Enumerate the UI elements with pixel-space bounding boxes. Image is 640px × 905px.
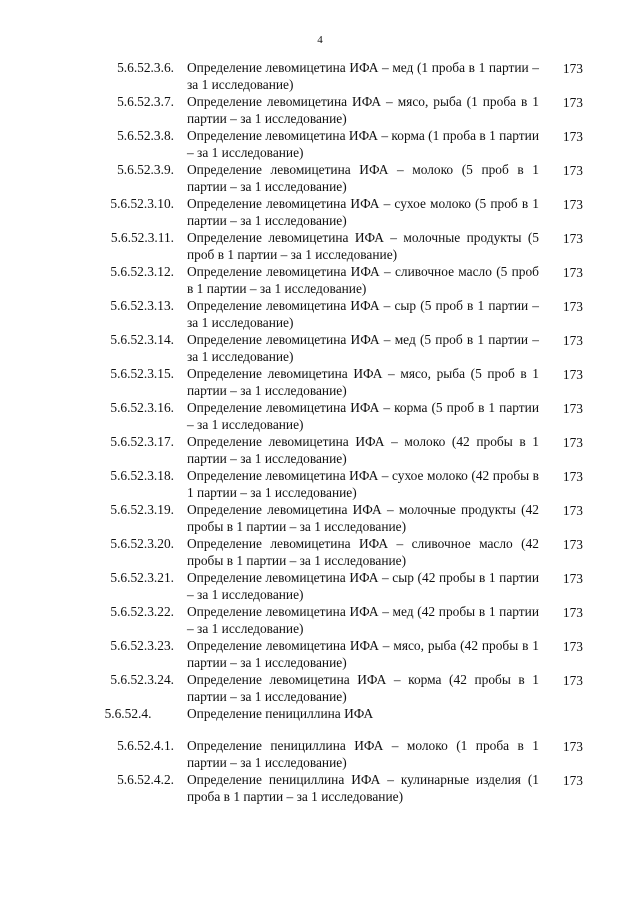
item-description: Определение левомицетина ИФА – мясо, рыба (5 проб в 1 партии – за 1 исследование) — [187, 366, 539, 398]
item-description: Определение левомицетина ИФА – корма (1 проба в 1 партии – за 1 исследование) — [187, 128, 539, 160]
price-list-row — [82, 161, 582, 195]
item-value: 173 — [562, 197, 583, 212]
price-list-row — [82, 433, 582, 467]
item-code: 5.6.52.4.2. — [117, 772, 174, 787]
item-value — [543, 705, 583, 706]
item-value: 173 — [562, 673, 583, 688]
item-code: 5.6.52.3.19. — [110, 502, 174, 517]
price-list-row — [82, 603, 582, 637]
item-value: 173 — [562, 503, 583, 518]
price-list-row — [82, 263, 582, 297]
item-code: 5.6.52.3.21. — [110, 570, 174, 585]
item-code: 5.6.52.3.7. — [117, 94, 174, 109]
item-description: Определение пенициллина ИФА – молоко (1 проба в 1 партии – за 1 исследование) — [187, 738, 539, 770]
item-description: Определение левомицетина ИФА – сухое молоко (42 пробы в 1 партии – за 1 исследование) — [187, 468, 539, 500]
item-value: 173 — [562, 773, 583, 788]
item-value: 173 — [562, 61, 583, 76]
item-description: Определение левомицетина ИФА – сыр (42 пробы в 1 партии – за 1 исследование) — [187, 570, 539, 602]
item-code: 5.6.52.3.23. — [110, 638, 174, 653]
item-value: 173 — [562, 265, 583, 280]
item-description: Определение левомицетина ИФА – сливочное масло (42 пробы в 1 партии – за 1 исследование) — [187, 536, 539, 568]
item-description: Определение левомицетина ИФА – сливочное масло (5 проб в 1 партии – за 1 исследование) — [187, 264, 539, 296]
price-list-row — [82, 771, 582, 805]
item-description: Определение левомицетина ИФА – мясо, рыба (42 пробы в 1 партии – за 1 исследование) — [187, 638, 539, 670]
item-description: Определение левомицетина ИФА – мед (1 проба в 1 партии – за 1 исследование) — [187, 60, 539, 92]
item-description: Определение левомицетина ИФА – корма (5 проб в 1 партии – за 1 исследование) — [187, 400, 539, 432]
page-number: 4 — [317, 34, 323, 46]
item-code: 5.6.52.3.22. — [110, 604, 174, 619]
item-code: 5.6.52.3.15. — [110, 366, 174, 381]
item-code: 5.6.52.3.17. — [110, 434, 174, 449]
item-value: 173 — [562, 299, 583, 314]
item-description: Определение левомицетина ИФА – корма (42 пробы в 1 партии – за 1 исследование) — [187, 672, 539, 704]
item-value: 173 — [562, 435, 583, 450]
item-code: 5.6.52.3.10. — [110, 196, 174, 211]
item-code: 5.6.52.4.1. — [117, 738, 174, 753]
item-code: 5.6.52.3.13. — [110, 298, 174, 313]
price-list-row — [82, 501, 582, 535]
price-list-row — [82, 399, 582, 433]
item-description: Определение левомицетина ИФА – мясо, рыба (1 проба в 1 партии – за 1 исследование) — [187, 94, 539, 126]
item-description: Определение левомицетина ИФА – молоко (42 пробы в 1 партии – за 1 исследование) — [187, 434, 539, 466]
price-list-row — [82, 127, 582, 161]
price-list-row — [82, 737, 582, 771]
item-description: Определение левомицетина ИФА – молочные продукты (42 пробы в 1 партии – за 1 исследование) — [187, 502, 539, 534]
price-list-row — [82, 59, 582, 93]
price-list-row — [82, 195, 582, 229]
item-value: 173 — [562, 537, 583, 552]
item-value: 173 — [562, 231, 583, 246]
price-list-row — [82, 637, 582, 671]
price-list-row — [82, 297, 582, 331]
price-list — [82, 59, 582, 805]
item-value: 173 — [562, 401, 583, 416]
price-list-row — [82, 93, 582, 127]
item-code: 5.6.52.3.12. — [110, 264, 174, 279]
item-value: 173 — [562, 333, 583, 348]
price-list-row — [82, 467, 582, 501]
item-code: 5.6.52.3.24. — [110, 672, 174, 687]
price-list-row — [82, 569, 582, 603]
item-value: 173 — [562, 469, 583, 484]
item-description: Определение левомицетина ИФА – мед (42 пробы в 1 партии – за 1 исследование) — [187, 604, 539, 636]
price-list-row — [82, 365, 582, 399]
price-list-row — [82, 229, 582, 263]
item-code: 5.6.52.3.6. — [117, 60, 174, 75]
item-code: 5.6.52.3.11. — [110, 230, 174, 245]
item-code: 5.6.52.3.9. — [117, 162, 174, 177]
item-value: 173 — [562, 605, 583, 620]
item-value: 173 — [562, 163, 583, 178]
item-description: Определение левомицетина ИФА – мед (5 проб в 1 партии – за 1 исследование) — [187, 332, 539, 364]
item-code: 5.6.52.3.20. — [110, 536, 174, 551]
price-list-row — [82, 331, 582, 365]
item-value: 173 — [562, 367, 583, 382]
item-value: 173 — [562, 129, 583, 144]
item-code: 5.6.52.3.18. — [110, 468, 174, 483]
item-code: 5.6.52.3.16. — [110, 400, 174, 415]
item-value: 173 — [562, 95, 583, 110]
item-code: 5.6.52.3.14. — [110, 332, 174, 347]
item-value: 173 — [562, 639, 583, 654]
section-title: Определение пенициллина ИФА — [187, 706, 374, 721]
item-description: Определение левомицетина ИФА – молоко (5 проб в 1 партии – за 1 исследование) — [187, 162, 539, 194]
item-value: 173 — [562, 739, 583, 754]
price-list-row — [82, 671, 582, 705]
item-description: Определение левомицетина ИФА – сухое молоко (5 проб в 1 партии – за 1 исследование) — [187, 196, 539, 228]
item-code: 5.6.52.3.8. — [117, 128, 174, 143]
item-description: Определение левомицетина ИФА – сыр (5 проб в 1 партии – за 1 исследование) — [187, 298, 539, 330]
price-list-row — [82, 535, 582, 569]
section-spacer — [82, 722, 582, 737]
item-description: Определение пенициллина ИФА – кулинарные изделия (1 проба в 1 партии – за 1 исследование) — [187, 772, 539, 804]
section-code: 5.6.52.4. — [104, 706, 152, 721]
item-description: Определение левомицетина ИФА – молочные продукты (5 проб в 1 партии – за 1 исследование) — [187, 230, 539, 262]
item-value: 173 — [562, 571, 583, 586]
price-list-section-row — [82, 705, 582, 722]
